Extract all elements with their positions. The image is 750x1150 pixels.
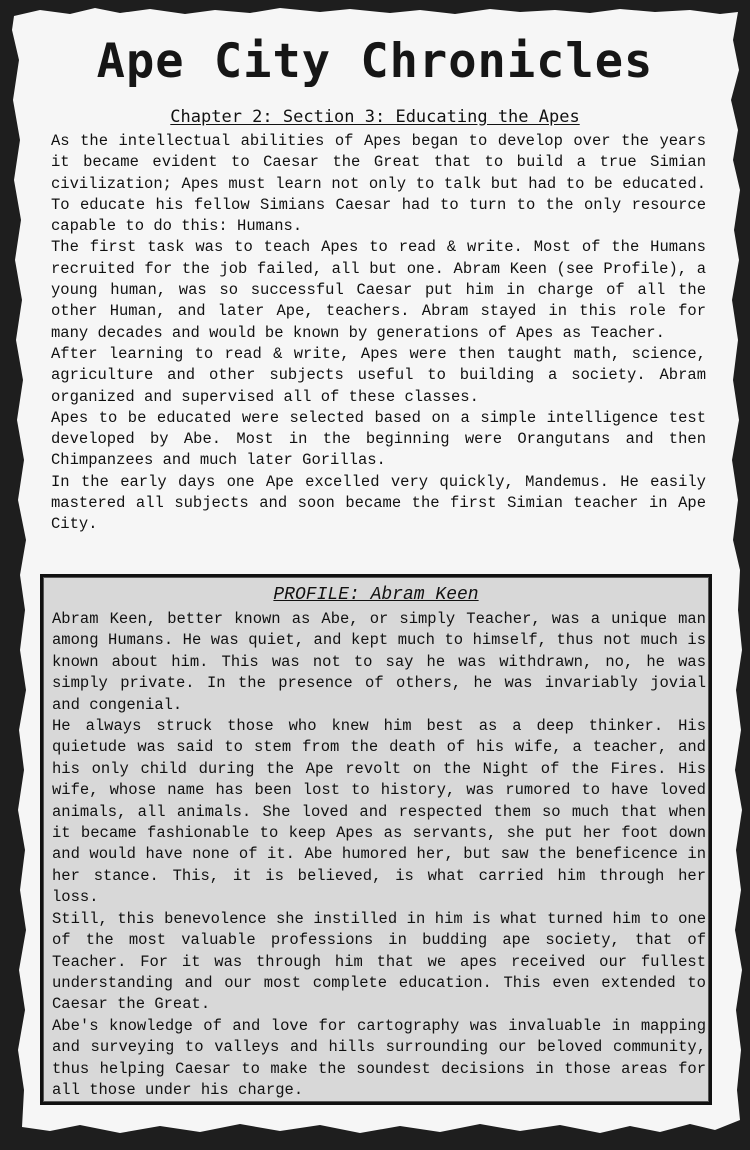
paragraph: As the intellectual abilities of Apes began to develop over the years it became evident to Caesar the Great that to build a true Simian civilization; Apes must learn not only to talk but had to be educated. To educate his fellow Simians Caesar had to turn to the only resource capable to do this: Humans. [51, 132, 706, 236]
page-title: Ape City Chronicles [96, 34, 654, 89]
profile-title [43, 585, 709, 605]
paragraph: In the early days one Ape excelled very quickly, Mandemus. He easily mastered all subjects and soon became the first Simian teacher in Ape City. [51, 472, 706, 534]
profile-paragraph: Abe's knowledge of and love for cartography was invaluable in mapping and surveying to valleys and hills surrounding our beloved community, thus helping Caesar to make the soundest decisions in those areas for all those under his charge. [52, 1016, 706, 1099]
chapter-body [51, 131, 706, 536]
profile-paragraph: Still, this benevolence she instilled in him is what turned him to one of the most valuable professions in budding ape society, that of Teacher. For it was through him that we apes received our fullest understanding and our most complete education. This even extended to Caesar the Great. [52, 909, 706, 1014]
chapter-heading [0, 107, 750, 127]
profile-title-text: PROFILE: Abram Keen [273, 585, 479, 605]
profile-body [52, 609, 706, 1101]
profile-paragraph: Abram Keen, better known as Abe, or simply Teacher, was a unique man among Humans. He was quiet, and kept much to himself, thus not much is known about him. This was not to say he was withdrawn, no, he was simply private. In the presence of others, he was invariably jovial and congenial. [52, 610, 706, 714]
paragraph: After learning to read & write, Apes were then taught math, science, agriculture and other subjects useful to building a society. Abram organized and supervised all of these classes. [51, 344, 706, 406]
paragraph: The first task was to teach Apes to read & write. Most of the Humans recruited for the job failed, all but one. Abram Keen (see Profile), a young human, was so successful Caesar put him in charge of all the other Human, and later Ape, teachers. Abram stayed in this role for many decades and would be known by generations of Apes as Teacher. [51, 238, 706, 342]
profile-paragraph: He always struck those who knew him best as a deep thinker. His quietude was said to stem from the death of his wife, a teacher, and his only child during the Ape revolt on the Night of the Fires. His wife, whose name has been lost to history, was rumored to have loved animals, all animals. She loved and respected them so much that when it became fashionable to keep Apes as servants, she put her foot down and would have none of it. Abe humored her, but saw the beneficence in her stance. This, it is believed, is what carried him through her loss. [52, 717, 706, 907]
profile-box [40, 574, 712, 1105]
chapter-heading-text: Chapter 2: Section 3: Educating the Apes [170, 107, 580, 127]
paragraph: Apes to be educated were selected based on a simple intelligence test developed by Abe. Most in the beginning were Orangutans and then Chimpanzees and much later Gorillas. [51, 408, 706, 470]
